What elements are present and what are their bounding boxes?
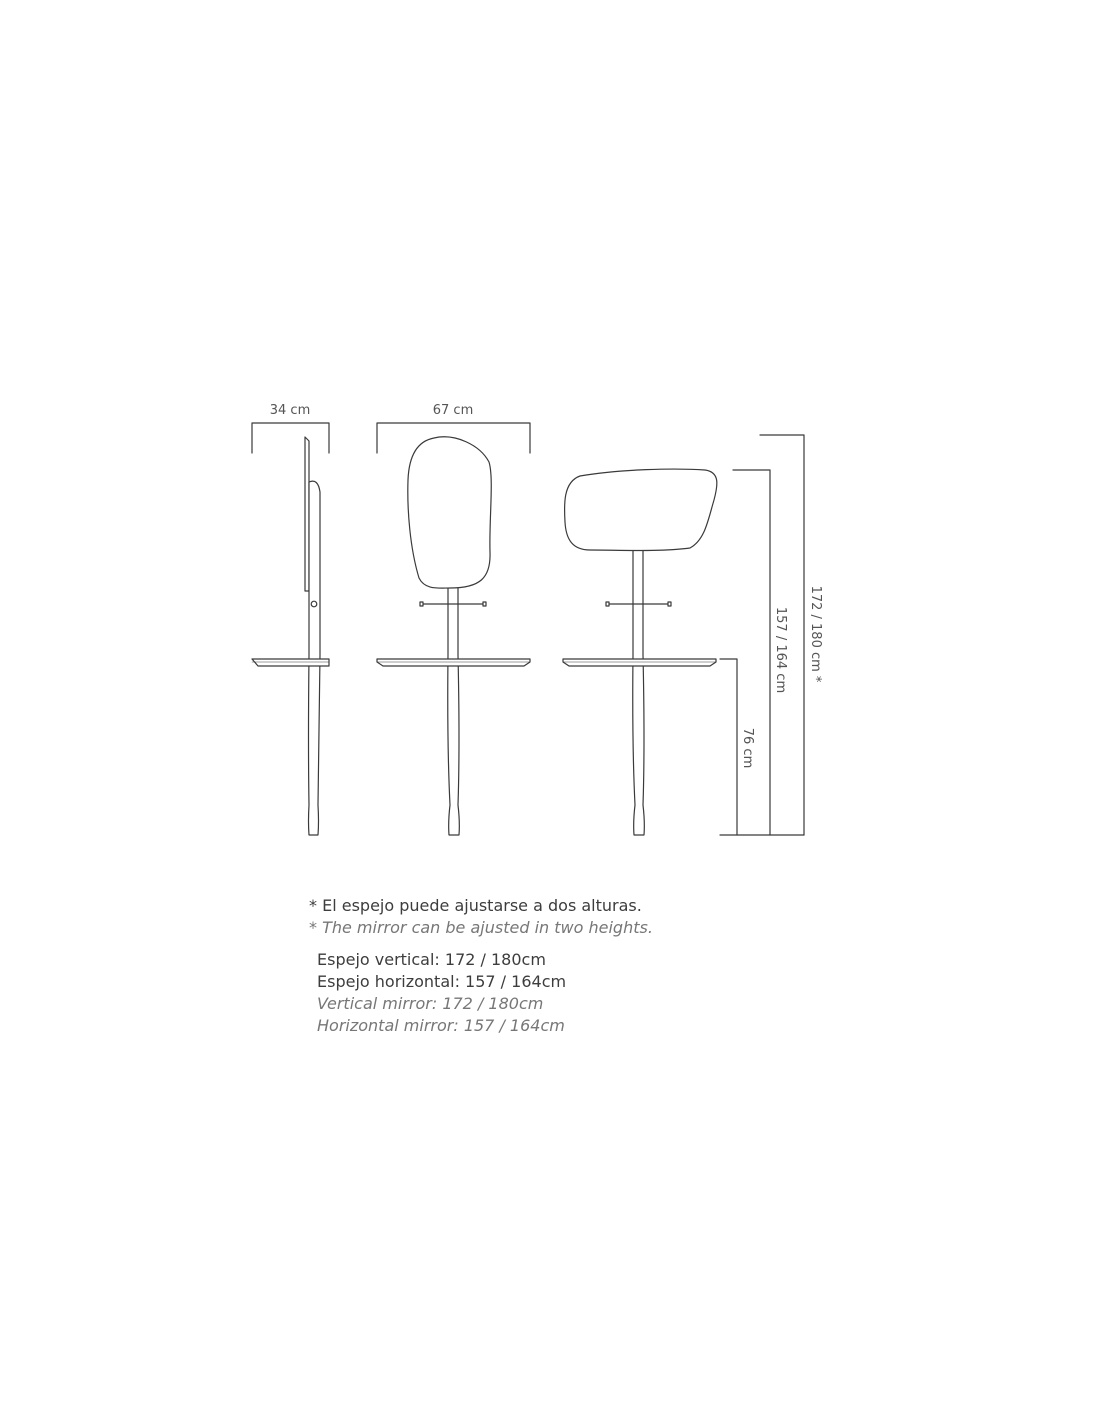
height-horizontal-label: 157 / 164 cm (773, 606, 788, 694)
dim-height-horizontal (733, 470, 770, 835)
note-spanish: * El espejo puede ajustarse a dos alturas. (309, 896, 642, 915)
dim-height-shelf (720, 659, 737, 835)
width-label: 67 cm (432, 403, 474, 418)
front-post-horizontal (633, 548, 645, 835)
spec-es-vertical: Espejo vertical: 172 / 180cm (317, 950, 546, 969)
side-shelf (252, 659, 329, 666)
front-mirror-vertical (408, 437, 491, 588)
spec-en-vertical: Vertical mirror: 172 / 180cm (317, 994, 544, 1013)
side-view (252, 423, 329, 835)
depth-label: 34 cm (269, 403, 311, 418)
side-knob (311, 601, 317, 607)
spec-es-horizontal: Espejo horizontal: 157 / 164cm (317, 972, 567, 991)
height-shelf-label: 76 cm (740, 727, 755, 769)
side-post (309, 481, 321, 835)
front-mirror-horizontal (565, 469, 717, 550)
height-full-label: 172 / 180 cm * (808, 585, 823, 683)
front-view-vertical (377, 423, 530, 835)
front-view-horizontal (563, 469, 717, 835)
spec-en-horizontal: Horizontal mirror: 157 / 164cm (317, 1016, 565, 1035)
height-dimensions (720, 435, 804, 835)
side-mirror-edge (305, 437, 309, 591)
note-english: * The mirror can be ajusted in two heights. (309, 918, 653, 937)
depth-dimension-line (252, 423, 329, 453)
front-shelf-horizontal (563, 659, 716, 666)
front-shelf (377, 659, 530, 666)
notes-block (309, 895, 829, 1037)
front-post (448, 580, 460, 835)
specs-block (309, 949, 829, 1037)
